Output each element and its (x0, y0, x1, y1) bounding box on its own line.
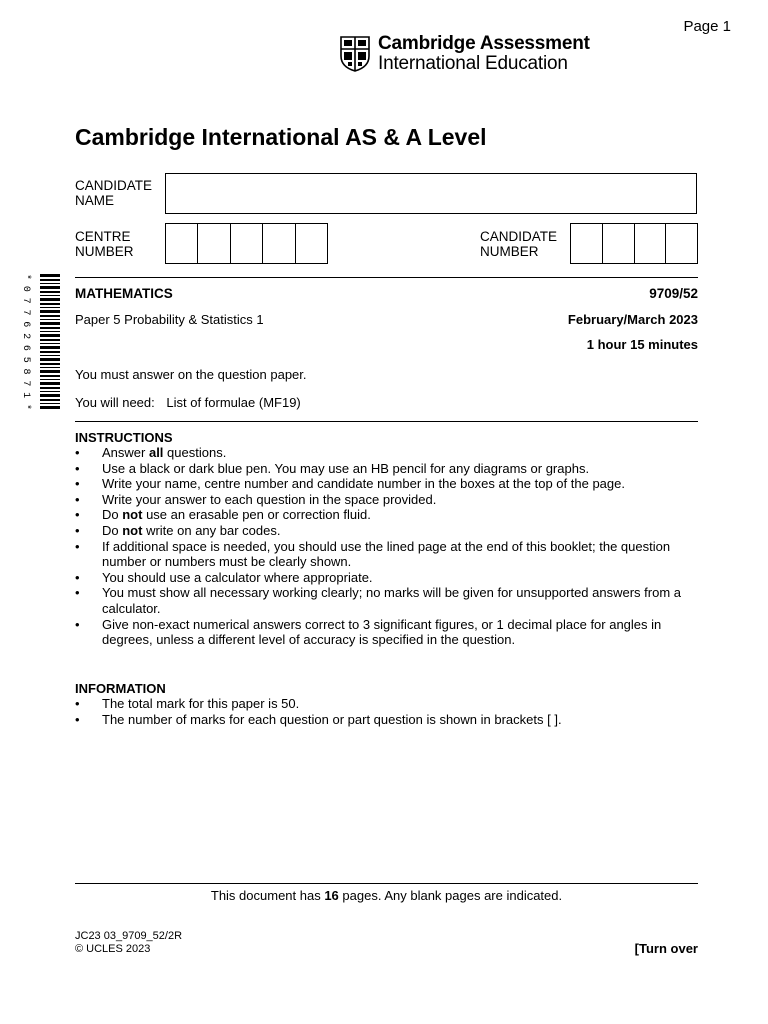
answer-note: You must answer on the question paper. (75, 367, 307, 382)
centre-number-cell[interactable] (262, 224, 294, 263)
instructions-heading: INSTRUCTIONS (75, 430, 173, 445)
barcode-bar (40, 367, 60, 368)
bullet: • (75, 476, 80, 492)
barcode-bar (40, 319, 60, 320)
instruction-item: • Answer all questions. (75, 445, 227, 460)
barcode-graphic (20, 272, 62, 412)
barcode-bar (40, 343, 60, 344)
document-reference (75, 930, 182, 956)
bullet: • (75, 569, 80, 585)
barcode-bar (40, 291, 60, 293)
barcode-bar (40, 346, 60, 349)
barcode-bar (40, 363, 60, 365)
crest-icon (340, 36, 370, 72)
candidate-number-label: CANDIDATE NUMBER (480, 229, 558, 259)
instruction-item: • Use a black or dark blue pen. You may use an HB pencil for any diagrams or graphs. (75, 460, 590, 476)
barcode-bar (40, 298, 60, 301)
information-section (75, 681, 702, 727)
barcode-text: *0776265871* (20, 274, 31, 410)
barcode-bar (40, 310, 60, 313)
bullet: • (75, 522, 80, 538)
instruction-item: • Give non-exact numerical answers correct to 3 significant figures, or 1 decimal place for angles in degrees, unless a different level of accuracy is specified in the question. (75, 616, 662, 648)
copyright: © UCLES 2023 (75, 943, 151, 955)
barcode-bar (40, 394, 60, 397)
bullet: • (75, 711, 80, 727)
barcode-bar (40, 375, 60, 377)
barcode-bar (40, 399, 60, 401)
barcode-bar (40, 274, 60, 277)
information-list (75, 696, 702, 727)
barcode-bar (40, 327, 60, 329)
barcode (20, 272, 62, 412)
centre-number-cell[interactable] (295, 224, 327, 263)
logo-line-1: Cambridge Assessment (378, 33, 590, 54)
centre-number-cell[interactable] (197, 224, 229, 263)
centre-number-field[interactable] (165, 223, 328, 264)
candidate-name-label: CANDIDATE NAME (75, 178, 153, 208)
exam-duration: 1 hour 15 minutes (586, 337, 698, 352)
bullet: • (75, 507, 80, 523)
instruction-item: • Do not write on any bar codes. (75, 522, 281, 538)
page-count: 16 (324, 888, 339, 903)
barcode-bar (40, 387, 60, 389)
instruction-item: • If additional space is needed, you should use the lined page at the end of this booklet; the question number or numbers must be clearly shown. (75, 538, 671, 570)
candidate-number-cell[interactable] (602, 224, 634, 263)
barcode-bar (40, 279, 60, 281)
barcode-bar (40, 406, 60, 409)
requirements (75, 395, 301, 410)
instruction-item: • Write your answer to each question in the space provided. (75, 491, 437, 507)
candidate-number-cell[interactable] (665, 224, 697, 263)
barcode-bar (40, 379, 60, 380)
information-heading: INFORMATION (75, 681, 166, 696)
divider (75, 277, 698, 278)
barcode-bar (40, 322, 60, 325)
barcode-bar (40, 351, 60, 353)
barcode-bar (40, 370, 60, 373)
instructions-list (75, 445, 702, 648)
barcode-bar (40, 295, 60, 296)
candidate-number-cell[interactable] (571, 224, 602, 263)
cambridge-logo (340, 34, 590, 74)
barcode-bar (40, 358, 60, 361)
need-label: You will need: (75, 395, 155, 410)
information-item: • The number of marks for each question or part question is shown in brackets [ ]. (75, 711, 562, 727)
bullet: • (75, 585, 80, 601)
bullet: • (75, 460, 80, 476)
bullet: • (75, 445, 80, 460)
barcode-bar (40, 331, 60, 332)
instruction-item: • You should use a calculator where appropriate. (75, 569, 373, 585)
page-title: Cambridge International AS & A Level (75, 124, 487, 150)
barcode-bar (40, 303, 60, 305)
centre-number-cell[interactable] (166, 224, 197, 263)
instruction-item: • Write your name, centre number and candidate number in the boxes at the top of the page. (75, 476, 625, 492)
bullet: • (75, 538, 80, 554)
footer-divider (75, 883, 698, 884)
instruction-item: • Do not use an erasable pen or correction fluid. (75, 507, 371, 523)
turn-over: [Turn over (634, 941, 698, 956)
barcode-bar (40, 391, 60, 392)
logo-line-2: International Education (378, 53, 568, 74)
bullet: • (75, 696, 80, 711)
candidate-name-field[interactable] (165, 173, 697, 214)
instruction-item: • You must show all necessary working clearly; no marks will be given for unsupported answers from a calculator. (75, 585, 682, 616)
subject: MATHEMATICS (75, 286, 173, 301)
barcode-bar (40, 315, 60, 317)
page-count-note: This document has 16 pages. Any blank pages are indicated. (210, 888, 563, 903)
page-label: Page 1 (683, 18, 731, 35)
barcode-bar (40, 355, 60, 356)
paper-code: 9709/52 (649, 286, 698, 301)
barcode-bar (40, 286, 60, 289)
barcode-bar (40, 283, 60, 284)
divider (75, 421, 698, 422)
barcode-bar (40, 339, 60, 341)
bullet: • (75, 616, 80, 632)
barcode-bar (40, 334, 60, 337)
barcode-bar (40, 307, 60, 308)
need-value: List of formulae (MF19) (166, 395, 301, 410)
exam-session: February/March 2023 (567, 312, 698, 327)
instructions-section (75, 430, 702, 648)
centre-number-cell[interactable] (230, 224, 262, 263)
paper-title: Paper 5 Probability & Statistics 1 (75, 312, 264, 327)
barcode-bar (40, 403, 60, 404)
information-item: • The total mark for this paper is 50. (75, 696, 300, 711)
centre-number-label: CENTRE NUMBER (75, 229, 134, 259)
reference-code: JC23 03_9709_52/2R (75, 930, 183, 942)
barcode-bar (40, 382, 60, 385)
candidate-number-field[interactable] (570, 223, 698, 264)
candidate-number-cell[interactable] (634, 224, 666, 263)
bullet: • (75, 491, 80, 507)
